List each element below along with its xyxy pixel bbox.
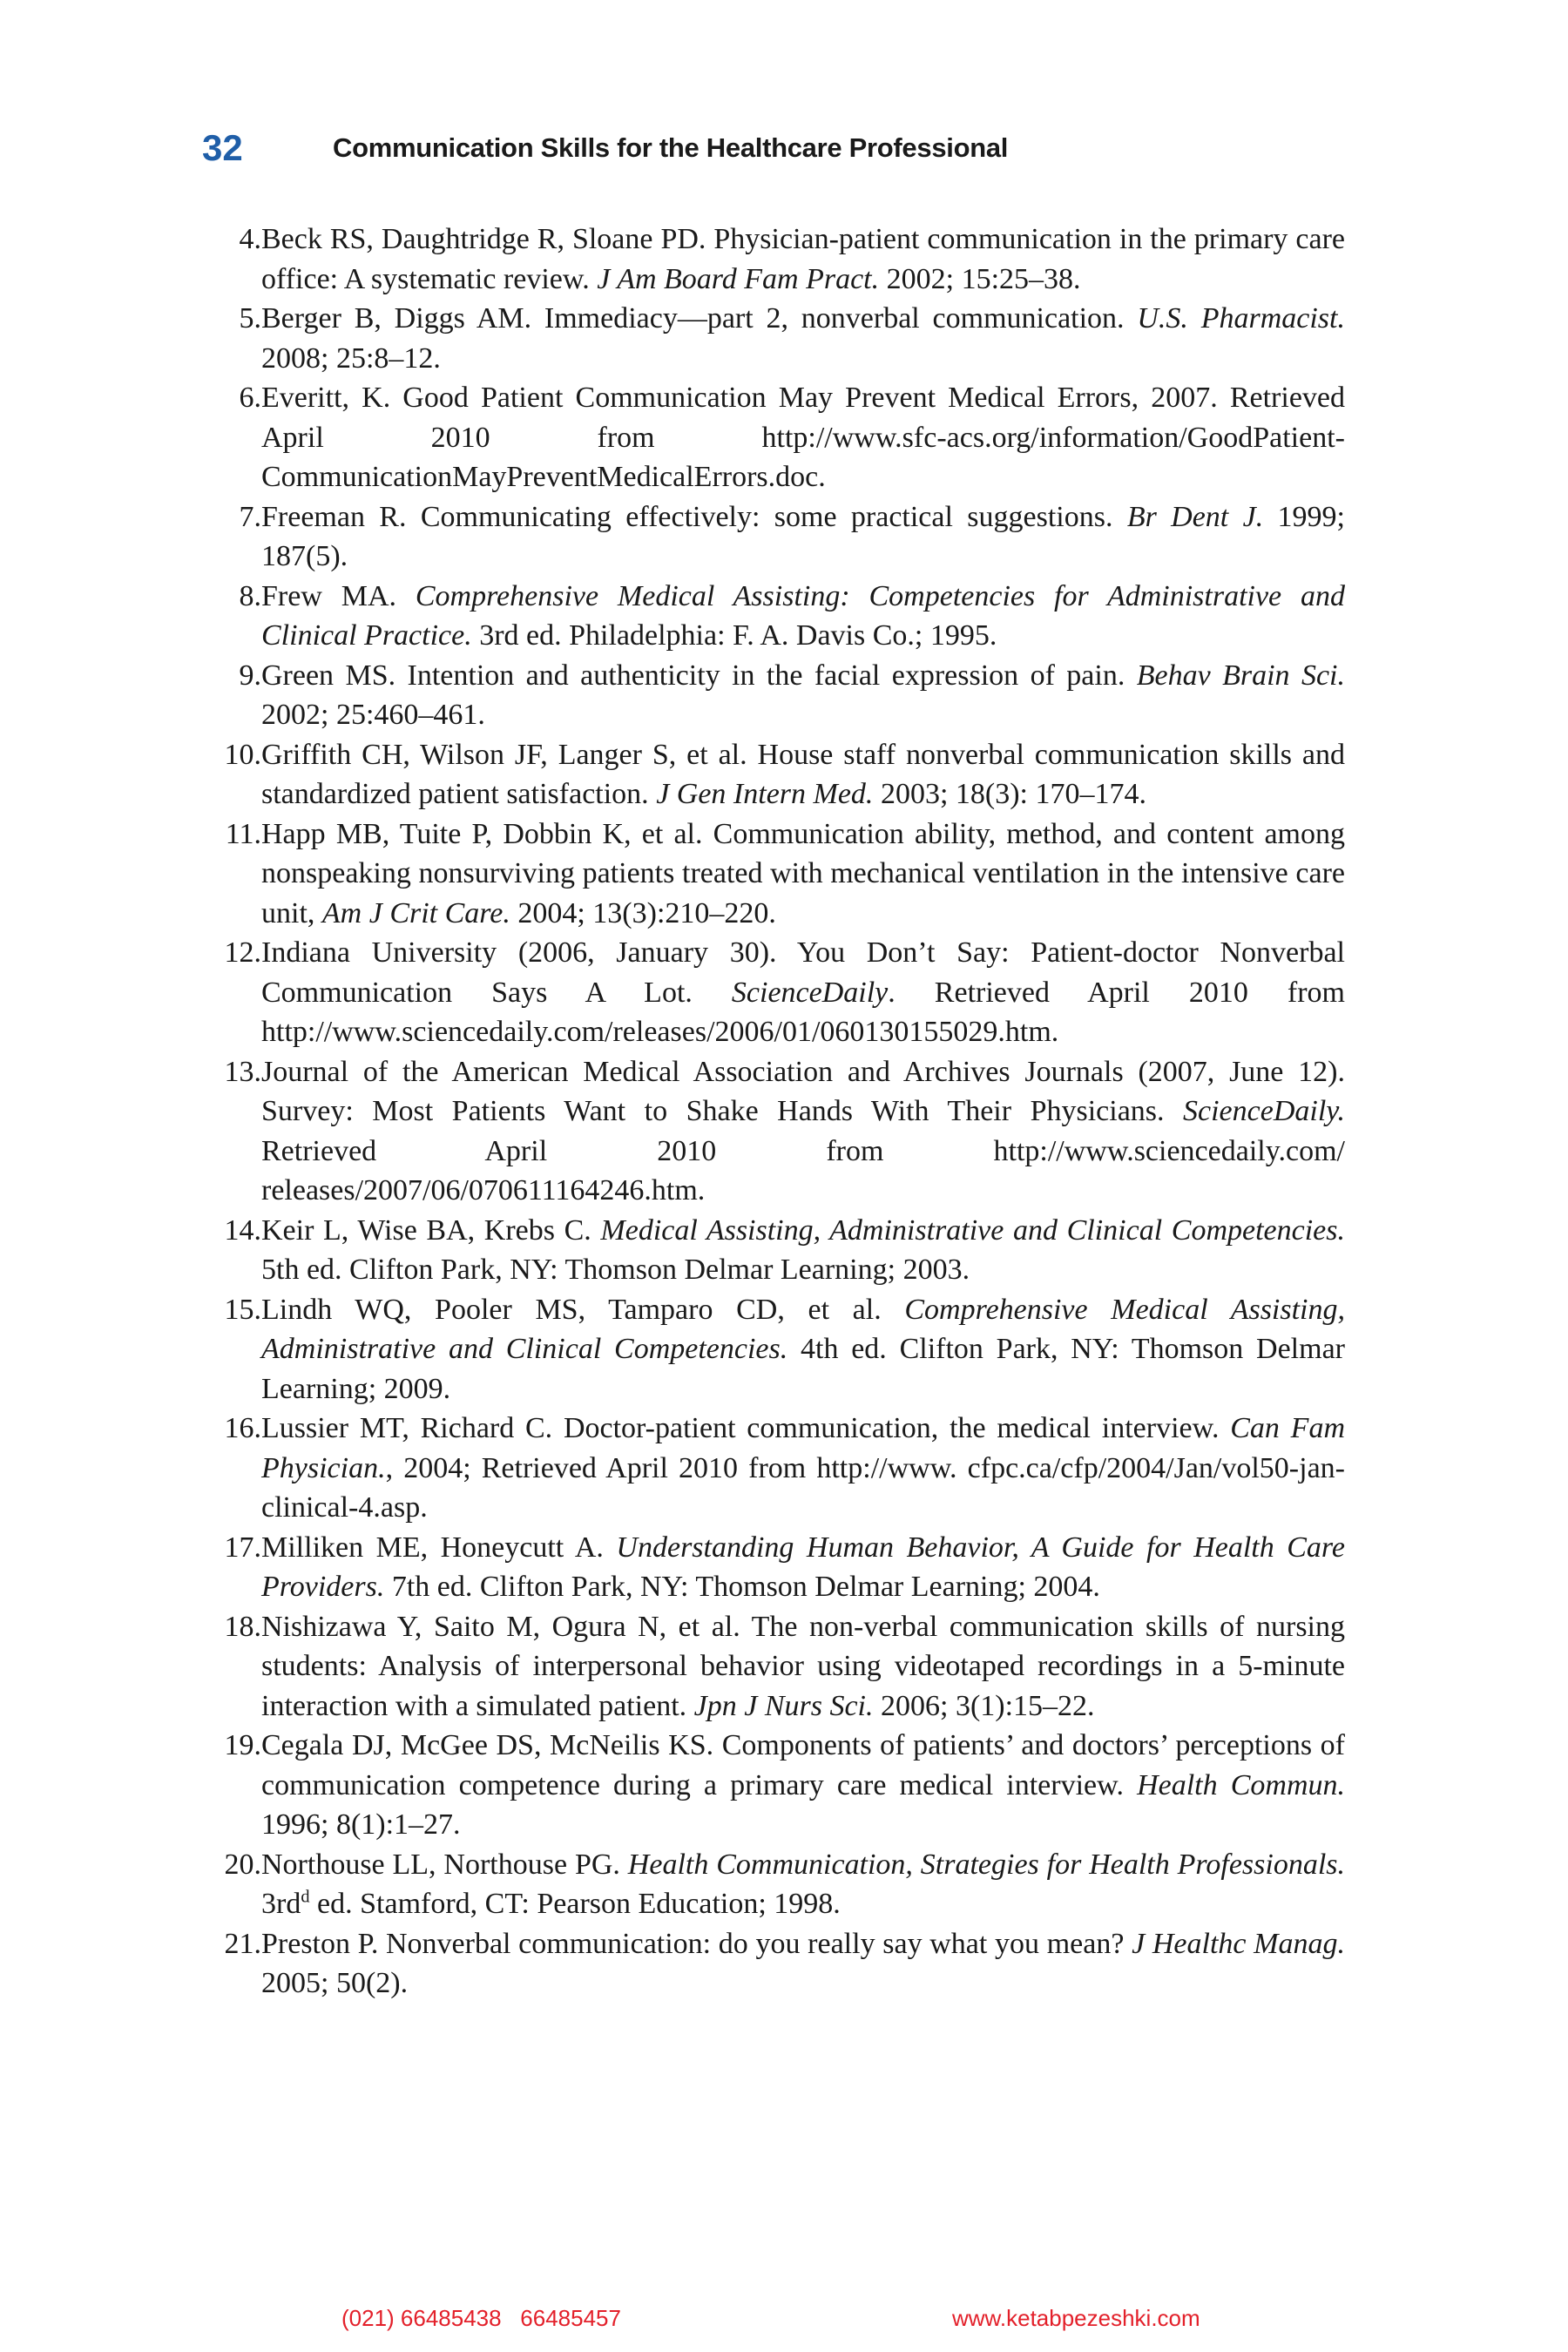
reference-italic-title: J Gen Intern Med. bbox=[656, 778, 874, 810]
reference-italic-title: ScienceDaily. bbox=[1183, 1095, 1345, 1127]
reference-item bbox=[202, 735, 1345, 814]
reference-text-segment: Green MS. Intention and authenticity in the facial expression of pain. bbox=[261, 659, 1137, 692]
reference-item bbox=[202, 1528, 1345, 1607]
reference-text-segment: Retrieved April 2010 from http://www.sciencedaily.com/ releases/2007/06/070611164246.htm. bbox=[261, 1134, 1345, 1206]
reference-item bbox=[202, 577, 1345, 656]
footer-website: www.ketabpezeshki.com bbox=[952, 2305, 1200, 2331]
reference-text-segment: 2003; 18(3): 170–174. bbox=[873, 778, 1146, 810]
running-title: Communication Skills for the Healthcare Professional bbox=[333, 132, 1009, 163]
reference-item bbox=[202, 933, 1345, 1052]
reference-text bbox=[261, 299, 1345, 378]
reference-text bbox=[261, 1052, 1345, 1211]
reference-text-segment: 5th ed. Clifton Park, NY: Thomson Delmar Learning; 2003. bbox=[261, 1254, 970, 1286]
reference-text-segment: Keir L, Wise BA, Krebs C. bbox=[261, 1213, 601, 1247]
reference-text-segment: Lussier MT, Richard C. Doctor-patient communication, the medical interview. bbox=[261, 1412, 1231, 1444]
reference-text bbox=[261, 577, 1345, 656]
reference-text-segment: Berger B, Diggs AM. Immediacy—part 2, nonverbal communication. bbox=[261, 302, 1138, 335]
reference-text-segment: 7th ed. Clifton Park, NY: Thomson Delmar Learning; 2004. bbox=[384, 1571, 1100, 1603]
reference-text bbox=[261, 378, 1345, 497]
reference-text bbox=[261, 1924, 1345, 2004]
reference-italic-title: U.S. Pharmacist. bbox=[1137, 302, 1345, 335]
reference-item bbox=[202, 378, 1345, 497]
reference-number: 18. bbox=[224, 1610, 261, 1643]
reference-item bbox=[202, 497, 1345, 577]
reference-italic-title: Comprehensive Medical Assisting: Competencies for Administrative and Clinical Practice. bbox=[261, 579, 1345, 652]
reference-text-segment: Northouse LL, Northouse PG. bbox=[261, 1848, 628, 1881]
reference-text-segment: Lindh WQ, Pooler MS, Tamparo CD, et al. bbox=[261, 1293, 905, 1326]
reference-text-segment: Happ MB, Tuite P, Dobbin K, et al. Communication ability, method, and content among nonspeaking nonsurviving patients treated with mechanical ventilation in the intensive care unit, bbox=[261, 817, 1345, 929]
reference-number: 13. bbox=[224, 1055, 261, 1088]
reference-text-segment: , 2004; Retrieved April 2010 from http://www. cfpc.ca/cfp/2004/Jan/vol50-jan-clinical-4.asp. bbox=[261, 1451, 1345, 1524]
reference-italic-title: Health Communication, Strategies for Health Professionals. bbox=[627, 1848, 1345, 1881]
reference-text-segment: Everitt, K. Good Patient Communication May Prevent Medical Errors, 2007. Retrieved April 2010 from http://www.sfc-acs.org/information/GoodPatientCommunicationMayPreventMedicalErrors.doc. bbox=[261, 382, 1345, 493]
reference-item bbox=[202, 1409, 1345, 1528]
reference-text-segment: 3rd ed. Philadelphia: F. A. Davis Co.; 1995. bbox=[471, 619, 997, 652]
reference-number: 14. bbox=[224, 1213, 261, 1247]
reference-number: 21. bbox=[224, 1927, 261, 1960]
reference-text-segment: Indiana University (2006, January 30). You Don’t Say: Patient-doctor Nonverbal Communication Says A Lot. bbox=[261, 936, 1345, 1009]
reference-item bbox=[202, 1924, 1345, 2004]
reference-number: 12. bbox=[224, 936, 261, 969]
reference-number: 10. bbox=[224, 738, 261, 771]
reference-number: 15. bbox=[224, 1293, 261, 1326]
reference-text-segment: 2006; 3(1):15–22. bbox=[873, 1689, 1095, 1722]
reference-text bbox=[261, 656, 1345, 735]
reference-item bbox=[202, 1211, 1345, 1290]
reference-item bbox=[202, 1726, 1345, 1845]
reference-text-segment: Preston P. Nonverbal communication: do you really say what you mean? bbox=[261, 1927, 1132, 1960]
reference-number: 16. bbox=[224, 1412, 261, 1444]
reference-text bbox=[261, 497, 1345, 577]
reference-text bbox=[261, 1845, 1345, 1924]
reference-number: 19. bbox=[224, 1729, 261, 1761]
reference-italic-title: Behav Brain Sci. bbox=[1136, 659, 1345, 692]
reference-text-segment: 2002; 15:25–38. bbox=[879, 262, 1081, 295]
reference-text-segment: 2004; 13(3):210–220. bbox=[510, 896, 776, 929]
reference-text-segment: Frew MA. bbox=[261, 579, 416, 612]
reference-text bbox=[261, 1290, 1345, 1409]
reference-italic-title: Understanding Human Behavior, A Guide for Health Care Providers. bbox=[261, 1531, 1345, 1603]
reference-text-segment: Nishizawa Y, Saito M, Ogura N, et al. The non-verbal communication skills of nursing students: Analysis of interpersonal behavior using videotaped recordings in a 5-minute interaction with a simulated patient. bbox=[261, 1610, 1345, 1722]
reference-italic-title: Jpn J Nurs Sci. bbox=[693, 1689, 874, 1722]
reference-text-segment: Journal of the American Medical Association and Archives Journals (2007, June 12). Survey: Most Patients Want to Shake Hands With Their Physicians. bbox=[261, 1055, 1345, 1127]
reference-text bbox=[261, 1409, 1345, 1528]
reference-italic-title: Comprehensive Medical Assisting, Administrative and Clinical Competencies. bbox=[261, 1293, 1345, 1365]
reference-item bbox=[202, 1845, 1345, 1924]
reference-text-segment: Griffith CH, Wilson JF, Langer S, et al. House staff nonverbal communication skills and standardized patient satisfaction. bbox=[261, 738, 1345, 810]
reference-text bbox=[261, 933, 1345, 1052]
reference-text-segment: 2008; 25:8–12. bbox=[261, 341, 441, 375]
reference-number: 7. bbox=[239, 500, 261, 533]
reference-item bbox=[202, 220, 1345, 299]
reference-text-segment: Beck RS, Daughtridge R, Sloane PD. Physician-patient communication in the primary care office: A systematic review. bbox=[261, 223, 1345, 295]
reference-text bbox=[261, 1607, 1345, 1727]
reference-italic-title: J Healthc Manag. bbox=[1132, 1927, 1345, 1960]
reference-italic-title: Am J Crit Care. bbox=[321, 896, 510, 929]
reference-number: 8. bbox=[239, 579, 261, 612]
reference-text-segment: 3rd bbox=[261, 1888, 301, 1920]
reference-italic-title: Medical Assisting, Administrative and Clinical Competencies. bbox=[600, 1213, 1345, 1247]
reference-text-segment: . Retrieved April 2010 from http://www.sciencedaily.com/releases/2006/01/060130155029.htm. bbox=[261, 976, 1345, 1048]
reference-text bbox=[261, 1528, 1345, 1607]
reference-text-segment: Freeman R. Communicating effectively: some practical suggestions. bbox=[261, 500, 1127, 533]
reference-text bbox=[261, 1726, 1345, 1845]
reference-superscript: d bbox=[301, 1887, 310, 1907]
reference-list bbox=[202, 220, 1345, 2004]
reference-item bbox=[202, 1290, 1345, 1409]
page-footer bbox=[0, 2305, 1568, 2340]
reference-italic-title: Br Dent J. bbox=[1126, 500, 1264, 533]
footer-phone: (021) 66485438 66485457 bbox=[341, 2305, 621, 2331]
reference-text-segment: 1996; 8(1):1–27. bbox=[261, 1808, 461, 1841]
reference-text bbox=[261, 220, 1345, 299]
reference-text-segment: 1999; 187(5). bbox=[261, 500, 1345, 572]
reference-text-segment: 4th ed. Clifton Park, NY: Thomson Delmar Learning; 2009. bbox=[261, 1333, 1345, 1405]
reference-number: 20. bbox=[224, 1848, 261, 1881]
reference-number: 11. bbox=[225, 817, 261, 850]
reference-italic-title: ScienceDaily bbox=[731, 976, 889, 1009]
reference-italic-title: Can Fam Physician. bbox=[261, 1412, 1346, 1484]
reference-text bbox=[261, 1211, 1345, 1290]
reference-number: 17. bbox=[224, 1531, 261, 1564]
reference-text bbox=[261, 814, 1345, 934]
reference-italic-title: Health Commun. bbox=[1137, 1768, 1346, 1801]
reference-item bbox=[202, 814, 1345, 934]
reference-text-segment: 2005; 50(2). bbox=[261, 1967, 409, 1999]
page-number: 32 bbox=[202, 127, 243, 168]
reference-text bbox=[261, 735, 1345, 814]
reference-number: 5. bbox=[239, 302, 261, 335]
reference-number: 6. bbox=[239, 382, 261, 414]
reference-text-segment: ed. Stamford, CT: Pearson Education; 1998. bbox=[309, 1888, 841, 1920]
reference-item bbox=[202, 299, 1345, 378]
reference-italic-title: J Am Board Fam Pract. bbox=[597, 262, 880, 295]
reference-text-segment: Milliken ME, Honeycutt A. bbox=[261, 1531, 617, 1564]
reference-item bbox=[202, 1607, 1345, 1727]
reference-item bbox=[202, 1052, 1345, 1211]
reference-number: 9. bbox=[239, 659, 261, 692]
page-header bbox=[202, 122, 1352, 174]
reference-text-segment: 2002; 25:460–461. bbox=[261, 699, 485, 731]
reference-text-segment: Cegala DJ, McGee DS, McNeilis KS. Components of patients’ and doctors’ perceptions of communication competence during a primary care medical interview. bbox=[261, 1729, 1345, 1801]
reference-number: 4. bbox=[239, 223, 261, 255]
reference-item bbox=[202, 656, 1345, 735]
